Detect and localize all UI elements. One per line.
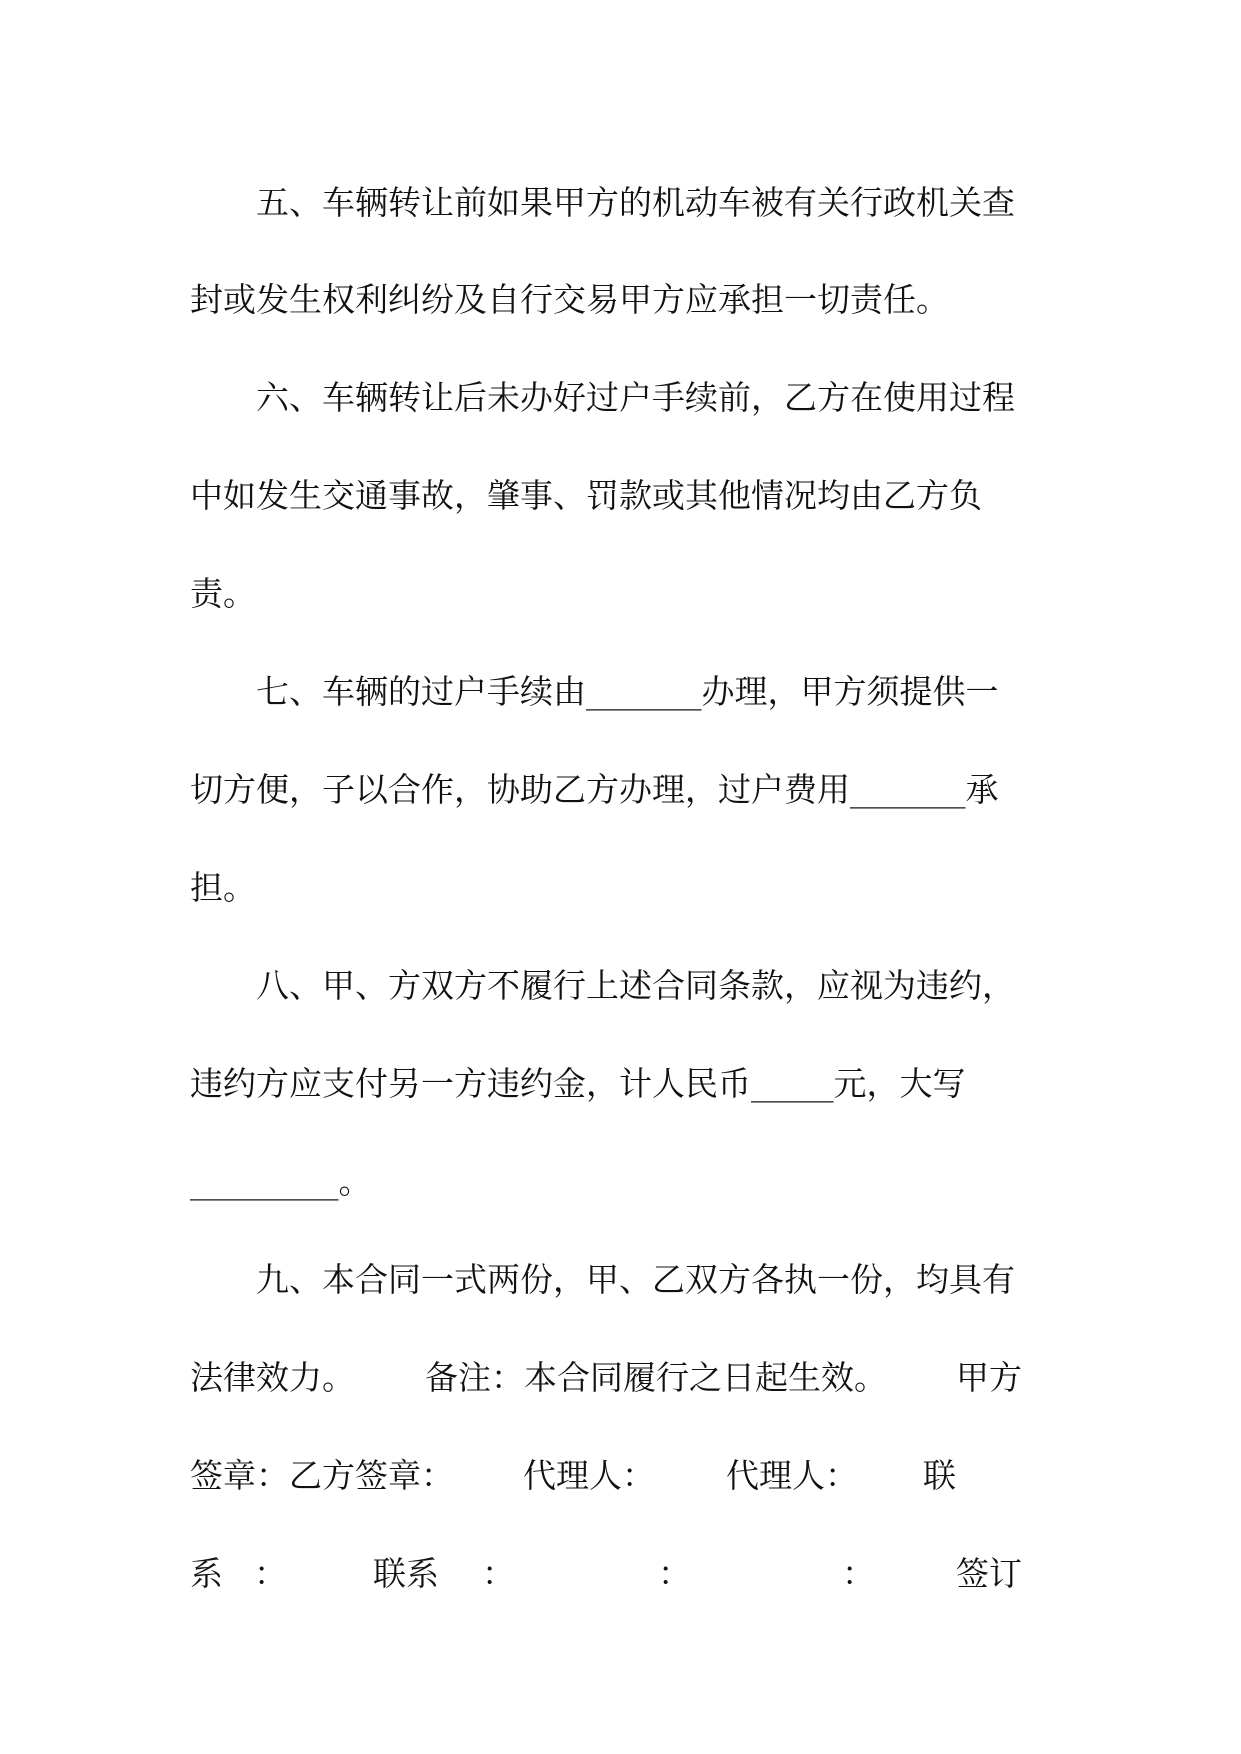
- legal-effect-text: 法律效力。: [190, 1358, 355, 1397]
- clause-7-line-3: 担。: [190, 868, 256, 907]
- clause-6-line-2: 中如发生交通事故，肇事、罚款或其他情况均由乙方负: [190, 476, 982, 515]
- contact-label-end: 系: [190, 1554, 223, 1593]
- colon-d: ：: [842, 1554, 875, 1593]
- agent-label-a: 代理人：: [523, 1456, 655, 1495]
- clause-5-line-2: 封或发生权利纠纷及自行交易甲方应承担一切责任。: [190, 280, 949, 319]
- contact-label-start: 联: [923, 1456, 956, 1495]
- party-a-label: 甲方: [956, 1358, 1022, 1397]
- signature-labels: 签章：乙方签章：: [190, 1456, 454, 1495]
- clause-5-line-1: 五、车辆转让前如果甲方的机动车被有关行政机关查: [256, 183, 1015, 222]
- remark-text: 备注：本合同履行之日起生效。: [425, 1358, 887, 1397]
- agent-label-b: 代理人：: [726, 1456, 858, 1495]
- clause-7-line-1: 七、车辆的过户手续由_______办理，甲方须提供一: [256, 672, 999, 711]
- contact-label-b: 联系: [373, 1554, 439, 1593]
- clause-9-line-1: 九、本合同一式两份，甲、乙双方各执一份，均具有: [256, 1260, 1015, 1299]
- signing-label: 签订: [956, 1554, 1022, 1593]
- colon-c: ：: [658, 1554, 691, 1593]
- contact-colon-a: ：: [254, 1554, 287, 1593]
- clause-8-line-3: _________。: [190, 1162, 372, 1201]
- clause-8-line-2: 违约方应支付另一方违约金，计人民币_____元，大写: [190, 1064, 966, 1103]
- clause-6-line-3: 责。: [190, 574, 256, 613]
- clause-6-line-1: 六、车辆转让后未办好过户手续前，乙方在使用过程: [256, 378, 1015, 417]
- clause-8-line-1: 八、甲、方双方不履行上述合同条款，应视为违约，: [256, 966, 1015, 1005]
- contact-colon-b: ：: [482, 1554, 515, 1593]
- clause-7-line-2: 切方便，子以合作，协助乙方办理，过户费用_______承: [190, 770, 999, 809]
